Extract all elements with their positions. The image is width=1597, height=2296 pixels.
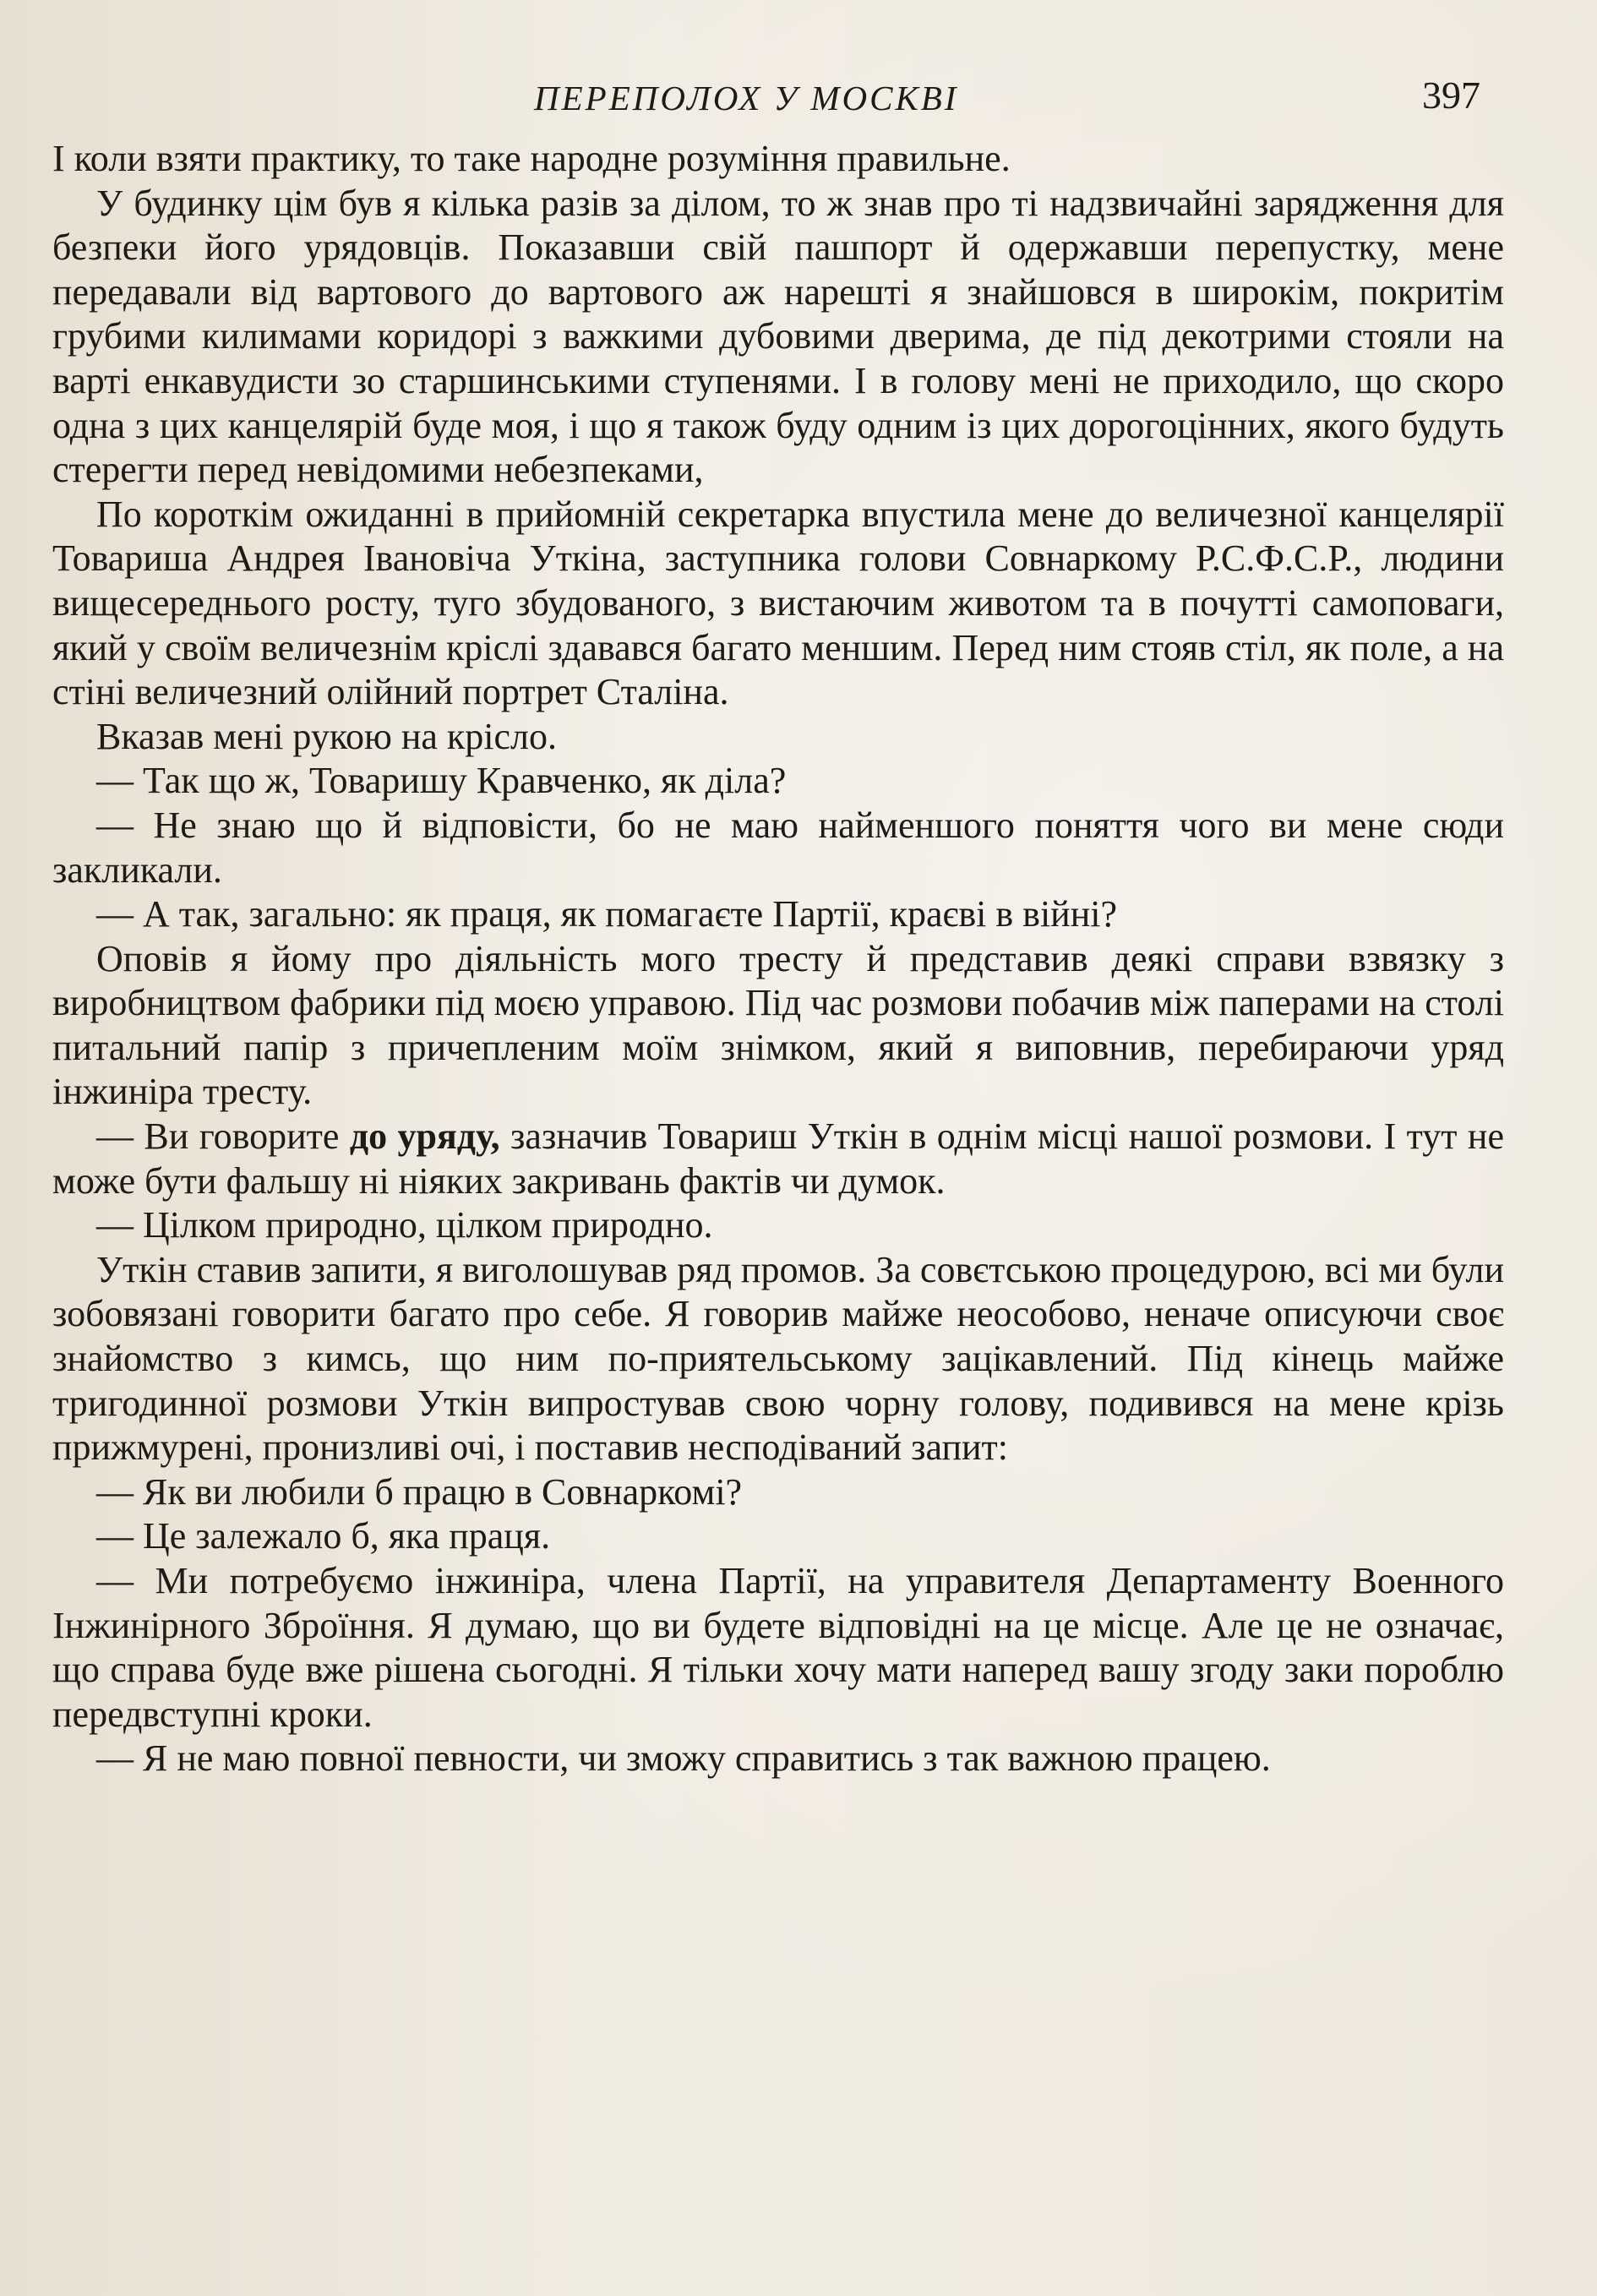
paragraph: Вказав мені рукою на крісло.	[96, 715, 558, 757]
running-title: ПЕРЕПОЛОХ У МОСКВІ	[534, 79, 959, 117]
dialogue-line: — Як ви любили б працю в Совнаркомі?	[96, 1470, 743, 1513]
text-run: — Ви говорите	[96, 1115, 350, 1158]
body-text	[52, 137, 1504, 1781]
bold-phrase: до уряду,	[349, 1115, 500, 1158]
dialogue-line	[52, 1115, 1504, 1203]
dialogue-line: — Цілком природно, цілком природно.	[96, 1204, 713, 1246]
page-number: 397	[1422, 74, 1480, 117]
paragraph: Уткін ставив запити, я виголошував ряд промов. За совєтською процедурою, всі ми були зобовязані говорити багато про себе. Я говорив майже неособово, неначе описуючи своє знайомство з кимсь, що ним по-приятельському зацікавлений. Під кінець майже тригодинної розмови Уткін випростував свою чорну голову, подивився на мене крізь прижмурені, пронизливі очі, і поставив несподіваний запит:	[52, 1248, 1504, 1469]
text-run: зазначив Товариш Уткін в однім місці нашої розмови. І тут не може бути фальшу ні ніяких закривань фактів чи думок.	[52, 1115, 1504, 1202]
paragraph: І коли взяти практику, то таке народне розуміння правильне.	[52, 138, 1011, 179]
paragraph: У будинку цім був я кілька разів за ділом, то ж знав про ті надзвичайні зарядження для безпеки його урядовців. Показавши свій пашпорт й одержавши перепустку, мене передавали від вартового до вартового аж нарешті я знайшовся в широкім, покритім грубими килимами коридорі з важкими дубовими дверима, де під декотрими стояли на варті енкавудисти зо старшинськими ступенями. І в голову мені не приходило, що скоро одна з цих канцелярій буде моя, і що я також буду одним із цих дорогоцінних, якого будуть стерегти перед невідомими небезпеками,	[52, 182, 1504, 491]
dialogue-line: — А так, загально: як праця, як помагаєте Партії, краєві в війні?	[96, 893, 1118, 935]
paragraph: Оповів я йому про діяльність мого тресту й представив деякі справи взвязку з виробництвом фабрики під моєю управою. Під час розмови побачив між паперами на столі питальний папір з причепленим моїм знімком, який я виповнив, перебираючи уряд інжиніра тресту.	[52, 937, 1504, 1113]
dialogue-line: — Ми потребуємо інжиніра, члена Партії, на управителя Департаменту Военного Інжинірного Зброїння. Я думаю, що ви будете відповідні на це місце. Але це не означає, що справа буде вже рішена сьогодні. Я тільки хочу мати наперед вашу згоду заки пороблю передвступні кроки.	[52, 1560, 1504, 1735]
dialogue-line: — Це залежало б, яка праця.	[96, 1515, 551, 1557]
paragraph: По короткім ожиданні в прийомній секретарка впустила мене до величезної канцелярії Товариша Андрея Івановіча Уткіна, заступника голови Совнаркому Р.С.Ф.С.Р., людини вищесереднього росту, туго збудованого, з вистаючим животом та в почутті самоповаги, який у своїм величезнім кріслі здавався багато меншим. Перед ним стояв стіл, як поле, а на стіні величезний олійний портрет Сталіна.	[52, 493, 1504, 713]
dialogue-line: — Так що ж, Товаришу Кравченко, як діла?	[96, 760, 787, 802]
dialogue-line: — Я не маю повної певности, чи зможу справитись з так важною працею.	[96, 1737, 1271, 1780]
running-header	[0, 74, 1597, 128]
dialogue-line: — Не знаю що й відповісти, бо не маю найменшого поняття чого ви мене сюди закликали.	[52, 804, 1504, 891]
